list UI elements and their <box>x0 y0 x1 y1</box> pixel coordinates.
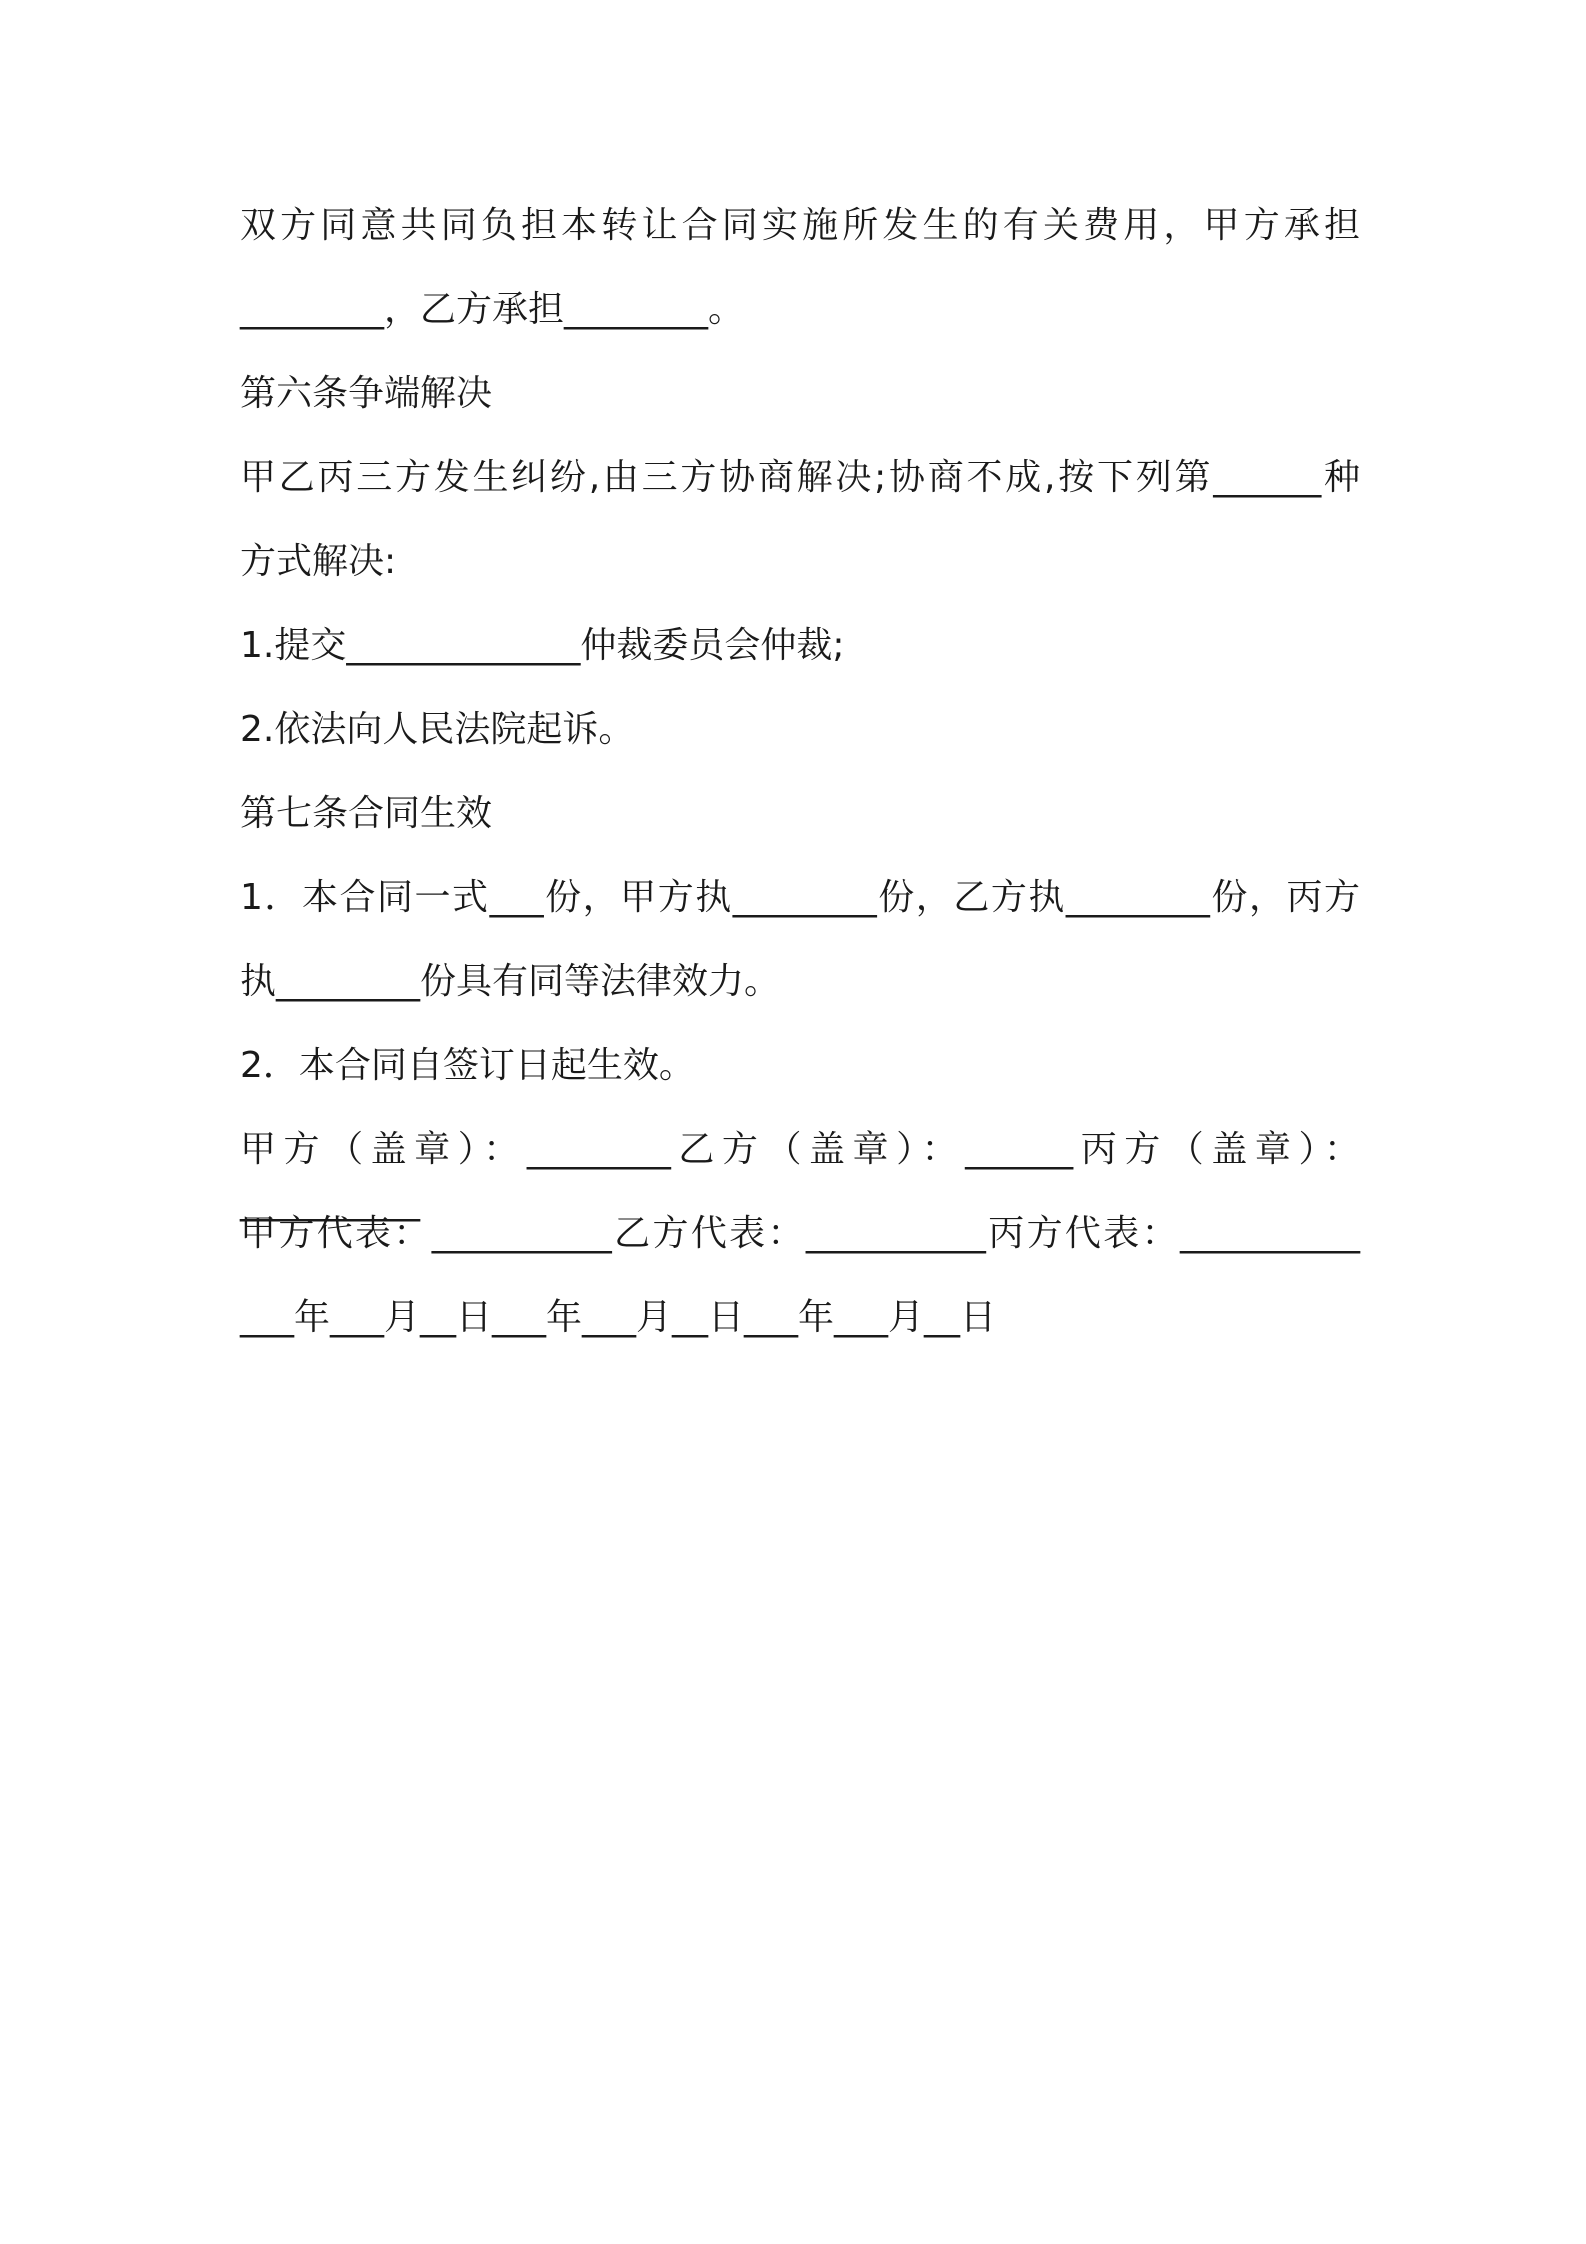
signature-seal-line: 甲方（盖章）：________乙方（盖章）：______丙方（盖章）：__________ <box>240 1129 1360 1222</box>
paragraph-line-dispute-cont: 方式解决: <box>240 541 397 582</box>
list-item-copies-cont: 执________份具有同等法律效力。 <box>240 961 781 1002</box>
signature-date-line: ___年___月__日___年___月__日___年___月__日 <box>240 1297 996 1338</box>
article-six-heading: 第六条争端解决 <box>240 373 493 414</box>
signature-representative-line: 甲方代表：__________乙方代表：__________丙方代表：__________ <box>240 1213 1360 1254</box>
list-item-court: 2.依法向人民法院起诉。 <box>240 709 635 750</box>
contract-text <box>240 200 1360 1376</box>
list-item-copies: 1．本合同一式___份，甲方执________份，乙方执________份，丙方 <box>240 877 1360 918</box>
paragraph-line-costs-share: ________，乙方承担________。 <box>240 289 745 330</box>
list-item-arbitration: 1.提交_____________仲裁委员会仲裁; <box>240 625 845 666</box>
list-item-effective: 2．本合同自签订日起生效。 <box>240 1045 695 1086</box>
article-seven-heading: 第七条合同生效 <box>240 793 493 834</box>
paragraph-line-costs: 双方同意共同负担本转让合同实施所发生的有关费用，甲方承担 <box>240 205 1360 246</box>
paragraph-line-dispute: 甲乙丙三方发生纠纷,由三方协商解决;协商不成,按下列第______种 <box>240 457 1360 498</box>
